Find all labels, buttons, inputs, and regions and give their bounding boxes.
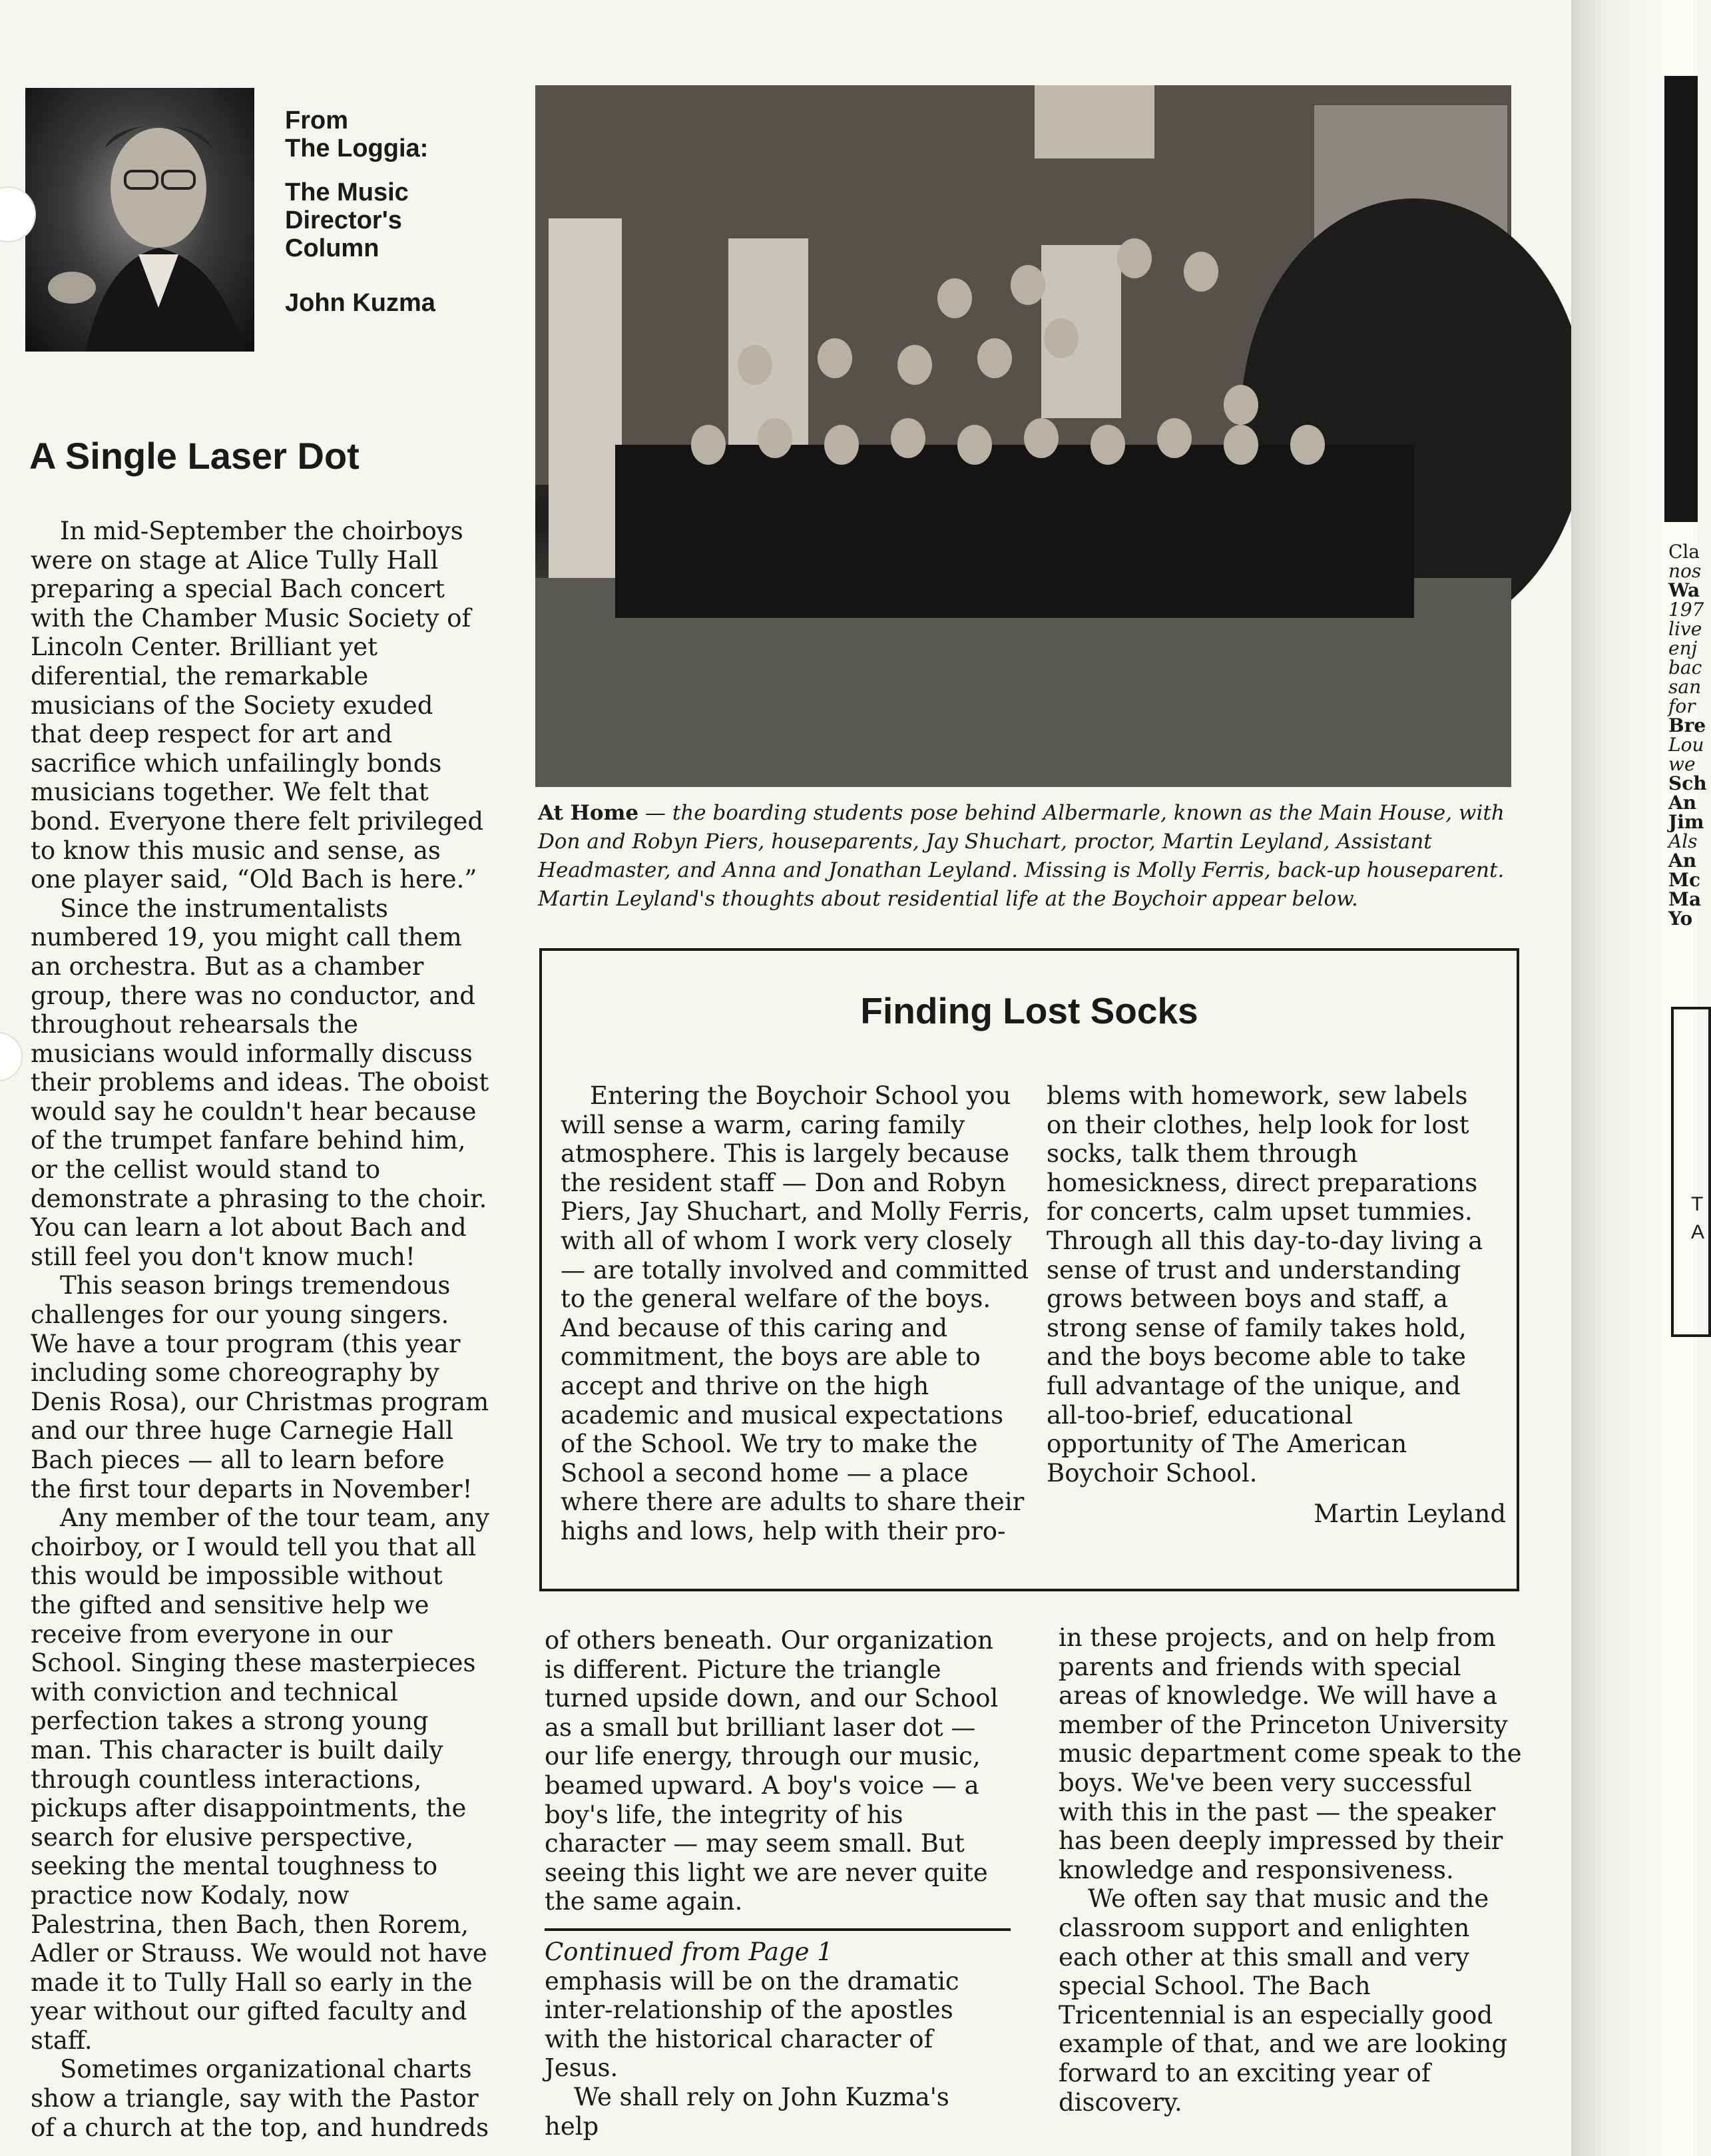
middle-paragraph: emphasis will be on the dramatic inter-relationship of the apostles with the historical character of Jesus. bbox=[545, 1966, 959, 2083]
middle-paragraph: of others beneath. Our organization is different. Picture the triangle turned upside down, and our School as a small but brilliant laser dot — our life energy, through our music, beamed upward. A boy's voice — a boy's life, the integrity of his character — may seem small. But seeing this light we are never quite the same again. bbox=[545, 1626, 999, 1916]
left-paragraph: Since the instrumentalists numbered 19, you might call them an orchestra. But as a chamber group, there was no conductor, and throughout rehearsals the musicians would informally discuss their problems and ideas. The oboist would say he couldn't hear because of the trumpet fanfare behind him, or the cellist would stand to demonstrate a phrasing to the choir. You can learn a lot about Bach and still feel you don't know much! bbox=[31, 894, 489, 1271]
right-paragraph: We often say that music and the classroom support and enlighten each other at this small and very special School. The Bach Tricentennial is an especially good example of that, and we are looking forward to an exciting year of discovery. bbox=[1059, 1884, 1508, 2117]
next-page-edge bbox=[1664, 0, 1707, 2156]
right-article-column bbox=[1059, 1623, 1525, 2117]
article-headline: A Single Laser Dot bbox=[29, 435, 360, 477]
left-paragraph: This season brings tremendous challenges for our young singers. We have a tour program (this year including some choreography by Denis Rosa), our Christmas program and our three huge Carnegie Hall Bach pieces — all to learn before the first tour departs in November! bbox=[31, 1271, 489, 1503]
fragment-line: Cla bbox=[1668, 541, 1700, 563]
portrait-silhouette bbox=[25, 88, 254, 352]
next-page-box-fragment: A bbox=[1691, 1221, 1705, 1243]
sidebar-title: Finding Lost Socks bbox=[860, 990, 1198, 1031]
fragment-line: Jim bbox=[1668, 811, 1704, 833]
left-article-column bbox=[31, 517, 490, 2142]
sidebar-signature: Martin Leyland bbox=[1314, 1499, 1506, 1529]
sidebar-paragraph: Entering the Boychoir School you will sense a warm, caring family atmosphere. This is largely because the resident staff — Don and Robyn Piers, Jay Shuchart, and Molly Ferris, with all of whom I work very closely — are totally involved and committed to the general welfare of the boys. And because of this caring and commitment, the boys are able to accept and thrive on the high academic and musical expectations of the School. We try to make the School a second home — a place where there are adults to share their highs and lows, help with their pro- bbox=[561, 1081, 1031, 1545]
header-col-line1: The Music bbox=[285, 178, 409, 206]
middle-paragraph: We shall rely on John Kuzma's help bbox=[545, 2082, 949, 2141]
next-page-photo bbox=[1664, 76, 1698, 522]
binder-hole bbox=[0, 1032, 23, 1081]
left-paragraph: Sometimes organizational charts show a triangle, say with the Pastor of a church at the top, and hundreds bbox=[31, 2055, 489, 2142]
sidebar-col1 bbox=[561, 1081, 1033, 1546]
fragment-line: san bbox=[1668, 676, 1702, 698]
header-col-line2: Director's bbox=[285, 206, 402, 234]
middle-article-column bbox=[545, 1626, 1011, 2141]
caption-lead: At Home bbox=[538, 801, 639, 825]
fragment-line: Sch bbox=[1668, 772, 1707, 794]
next-page-text-fragments bbox=[1668, 541, 1707, 930]
header-from-line2: The Loggia: bbox=[285, 135, 429, 162]
caption-text: — the boarding students pose behind Albermarle, known as the Main House, with Don and Robyn Piers, houseparents, Jay Shuchart, proctor, Martin Leyland, Assistant Headmaster, and Anna and Jonathan Leyland. Missing is Molly Ferris, back-up houseparent. Martin Leyland's thoughts about residential life at the Boychoir appear below. bbox=[538, 801, 1505, 911]
group-photo bbox=[535, 85, 1511, 787]
continued-label: Continued from Page 1 bbox=[545, 1937, 833, 1966]
fragment-line: Yo bbox=[1668, 908, 1693, 930]
header-author: John Kuzma bbox=[285, 289, 435, 317]
fragment-line: An bbox=[1668, 850, 1697, 872]
fragment-line: Bre bbox=[1668, 714, 1706, 736]
fragment-line: An bbox=[1668, 792, 1697, 814]
fragment-line: 197 bbox=[1668, 599, 1704, 621]
fragment-line: Wa bbox=[1668, 579, 1700, 601]
next-page-box bbox=[1671, 1007, 1711, 1337]
left-paragraph: In mid-September the choirboys were on stage at Alice Tully Hall preparing a special Bach concert with the Chamber Music Society of Lincoln Center. Brilliant yet diferential, the remarkable musicians of the Society exuded that deep respect for art and sacrifice which unfailingly bonds musicians together. We felt that bond. Everyone there felt privileged to know this music and sense, as one player said, “Old Bach is here.” bbox=[31, 517, 484, 894]
sidebar-col2 bbox=[1047, 1081, 1506, 1529]
fragment-line: bac bbox=[1668, 657, 1702, 678]
fragment-line: Ma bbox=[1668, 888, 1702, 910]
column-header bbox=[285, 107, 435, 317]
left-paragraph: Any member of the tour team, any choirboy, or I would tell you that all this would be impossible without the gifted and sensitive help we receive from everyone in our School. Singing these masterpieces with conviction and technical perfection takes a strong young man. This character is built daily through countless interactions, pickups after disappointments, the search for elusive perspective, seeking the mental toughness to practice now Kodaly, now Palestrina, then Bach, then Rorem, Adler or Strauss. We would not have made it to Tully Hall so early in the year without our gifted faculty and staff. bbox=[31, 1503, 490, 2055]
sidebar-paragraph: blems with homework, sew labels on their clothes, help look for lost socks, talk them through homesickness, direct preparations for concerts, calm upset tummies. Through all this day-to-day living a sense of trust and understanding grows between boys and staff, a strong sense of family takes hold, and the boys become able to take full advantage of the unique, and all-too-brief, educational opportunity of The American Boychoir School. bbox=[1047, 1081, 1483, 1487]
fragment-line: live bbox=[1668, 618, 1702, 640]
fragment-line: Lou bbox=[1668, 734, 1704, 756]
next-page-box-fragment: T bbox=[1691, 1193, 1704, 1215]
right-paragraph: in these projects, and on help from parents and friends with special areas of knowledge. We will have a member of the Princeton University music department come speak to the boys. We've been very successful with this in the past — the speaker has been deeply impressed by their knowledge and responsiveness. bbox=[1059, 1623, 1522, 1884]
fragment-line: nos bbox=[1668, 560, 1702, 582]
group-photo-scene bbox=[535, 85, 1511, 787]
fragment-line: we bbox=[1668, 753, 1696, 775]
continued-rule bbox=[545, 1928, 1011, 1931]
header-col-line3: Column bbox=[285, 234, 379, 262]
author-portrait-photo bbox=[25, 88, 254, 352]
sidebar-box bbox=[539, 948, 1519, 1591]
fragment-line: Mc bbox=[1668, 869, 1701, 891]
fragment-line: Als bbox=[1668, 830, 1698, 852]
fragment-line: enj bbox=[1668, 637, 1698, 659]
photo-caption bbox=[538, 799, 1530, 914]
page-gutter bbox=[1571, 0, 1664, 2156]
fragment-line: for bbox=[1668, 695, 1696, 717]
header-from-line1: From bbox=[285, 107, 348, 135]
